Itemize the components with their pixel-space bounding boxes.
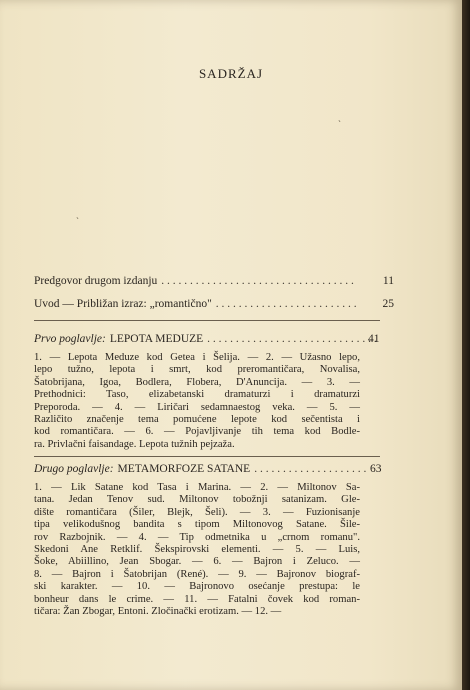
chapter-prefix: Prvo poglavlje: [34, 333, 106, 345]
leader-dots [207, 333, 380, 345]
section-divider [34, 320, 380, 321]
summary-line: bonheur dans le crime. — 11. — Fatalni čovek kod roman- [34, 593, 360, 605]
toc-entry[interactable] [34, 275, 394, 287]
page-title: SADRŽAJ [198, 66, 264, 81]
summary-line: dište romantičara (Šiler, Blejk, Šeli). — 3. — Fuzionisanje [34, 506, 360, 518]
chapter-name: LEPOTA MEDUZE [109, 333, 204, 345]
chapter-summary [34, 482, 360, 618]
toc-entry[interactable] [34, 298, 394, 310]
summary-line: tipa velikodušnog bandita s tipom Miltonovog Satane. Šile- [34, 519, 360, 531]
leader-dots [216, 298, 356, 310]
summary-line: rov Razbojnik. — 4. — Tip odmetnika u „crnom romanu". [34, 531, 360, 543]
summary-line: 1. — Lik Satane kod Tasa i Marina. — 2. — Miltonov Sa- [34, 482, 360, 493]
toc-entry-page: 11 [382, 275, 394, 287]
chapter-heading[interactable] [34, 463, 374, 475]
summary-line: Šoke, Abiillino, Jean Sbogar. — 6. — Bajron i Zeluco. — [34, 556, 360, 568]
toc-entry-label: Uvod — Približan izraz: „romantično" [34, 298, 212, 310]
ink-speck: ˏ [338, 112, 341, 122]
chapter-heading[interactable] [34, 333, 384, 345]
summary-line: kod romantičara. — 6. — Pojavljivanje tih tema kod Bodle- [34, 426, 360, 438]
chapter-page: 63 [370, 463, 382, 475]
summary-line: lepo tužno, lepota i smrt, kod preromantičara, Novalisa, [34, 364, 360, 376]
toc-entry-label: Predgovor drugom izdanju [34, 275, 158, 287]
book-edge [462, 0, 470, 690]
summary-line: Prethodnici: Taso, elizabetanski dramaturzi i dramaturzi [34, 389, 360, 401]
summary-line: Šatobrijana, Igoa, Bodlera, Flobera, D'Anuncija. — 3. — [34, 376, 360, 388]
ink-speck: ˋ [76, 216, 79, 226]
chapter-prefix: Drugo poglavlje: [34, 463, 114, 475]
summary-line: 1. — Lepota Meduze kod Getea i Šelija. — 2. — Užasno lepo, [34, 352, 360, 363]
summary-line: Skedoni Ane Retklif. Šekspirovski elementi. — 5. — Luis, [34, 544, 360, 556]
summary-line: Različito značenje tema pomućene lepote kod sečentista i [34, 414, 360, 426]
summary-line: 8. — Bajron i Šatobrijan (René). — 9. — Bajronov biograf- [34, 568, 360, 580]
summary-line: ski karakter. — 10. — Bajronovo osećanje prestupa: le [34, 581, 360, 593]
toc-entry-page: 25 [382, 298, 394, 310]
section-divider [34, 456, 380, 457]
chapter-name: METAMORFOZE SATANE [117, 463, 251, 475]
chapter-summary [34, 352, 360, 451]
leader-dots [161, 275, 356, 287]
summary-line: tičara: Žan Zbogar, Entoni. Zločinački erotizam. — 12. — [34, 606, 282, 618]
summary-line: tana. Jedan Tenov sud. Miltonov tobožnji satanizam. Gle- [34, 494, 360, 506]
summary-line: ra. Privlačni faisandage. Lepota tužnih pejzaža. [34, 438, 235, 450]
chapter-page: 41 [368, 333, 380, 345]
summary-line: Preporoda. — 4. — Liričari sedamnaestog veka. — 5. — [34, 401, 360, 413]
leader-dots [254, 463, 370, 475]
